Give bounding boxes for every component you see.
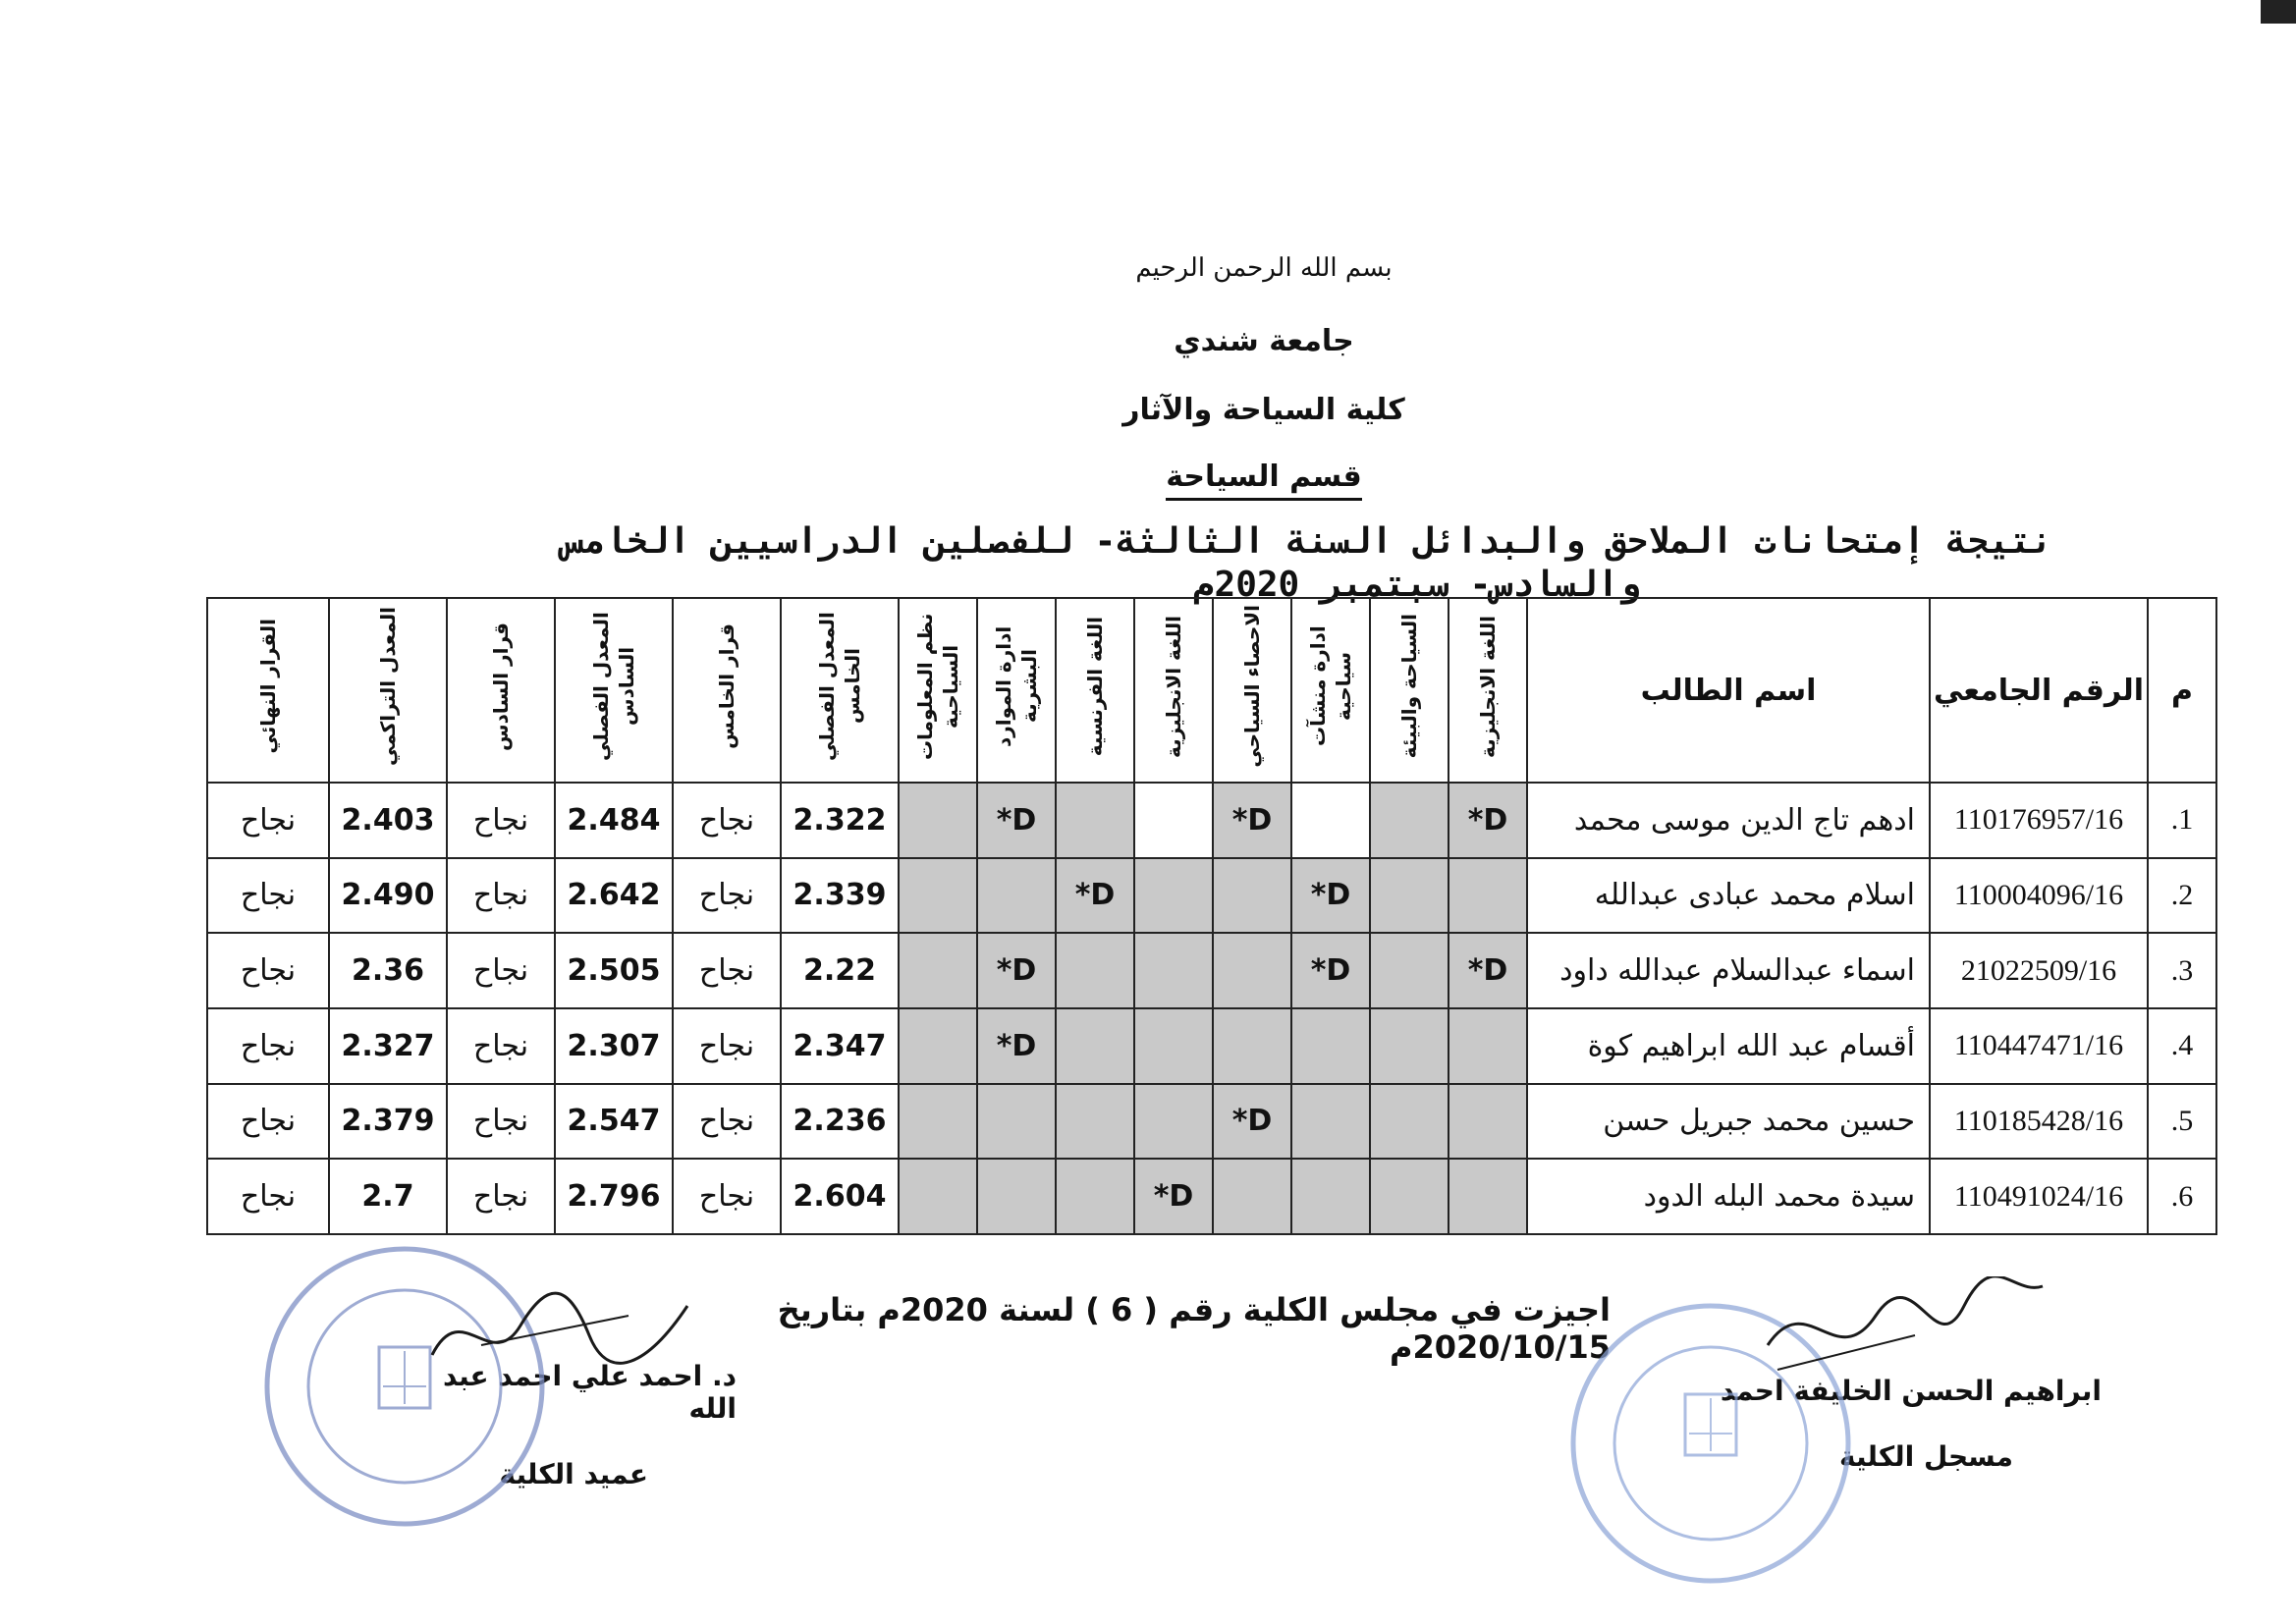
semester6-decision: نجاح bbox=[447, 1159, 555, 1234]
student-id: 110491024/16 bbox=[1930, 1159, 2148, 1234]
course-grade-cell bbox=[1213, 933, 1291, 1008]
course-grade-cell bbox=[1370, 1084, 1449, 1160]
table-row bbox=[207, 1159, 2216, 1234]
col-cgpa-header bbox=[329, 598, 447, 783]
semester6-gpa: 2.505 bbox=[555, 933, 673, 1008]
col-gpa5-header bbox=[781, 598, 899, 783]
final-decision: نجاح bbox=[207, 858, 329, 934]
col-dec5-label: قرار الخامس bbox=[715, 623, 738, 749]
course-grade-cell: D* bbox=[977, 933, 1056, 1008]
table-row bbox=[207, 783, 2216, 858]
final-decision: نجاح bbox=[207, 1084, 329, 1160]
row-index: 6. bbox=[2148, 1159, 2216, 1234]
exam-title-line2: والسادس- سبتمبر 2020م bbox=[1192, 565, 1640, 605]
col-course-header bbox=[1291, 598, 1370, 783]
course-grade-cell: D* bbox=[1056, 858, 1134, 934]
course-grade-cell: D* bbox=[1449, 783, 1527, 858]
col-course-label: اللغة الانجليزية bbox=[1162, 615, 1185, 758]
course-grade-cell bbox=[899, 783, 977, 858]
course-grade-cell bbox=[977, 858, 1056, 934]
col-course-label: ادارة منشآت سياحية bbox=[1306, 625, 1355, 747]
course-grade-cell bbox=[1291, 783, 1370, 858]
course-grade-cell bbox=[1449, 1084, 1527, 1160]
dean-title: عميد الكلية bbox=[499, 1458, 648, 1490]
semester5-decision: نجاح bbox=[673, 933, 781, 1008]
student-id: 110447471/16 bbox=[1930, 1008, 2148, 1084]
registrar-handwritten-signature bbox=[1758, 1276, 2052, 1394]
course-grade-cell bbox=[1213, 1008, 1291, 1084]
semester5-gpa: 2.347 bbox=[781, 1008, 899, 1084]
department-name bbox=[116, 460, 2296, 494]
final-decision: نجاح bbox=[207, 783, 329, 858]
course-grade-cell bbox=[977, 1084, 1056, 1160]
semester6-decision: نجاح bbox=[447, 783, 555, 858]
department-label: قسم السياحة bbox=[1166, 460, 1362, 501]
col-course-label: ادارة الموارد البشرية bbox=[992, 625, 1041, 747]
course-grade-cell bbox=[1134, 1084, 1213, 1160]
student-name: اسماء عبدالسلام عبدالله داود bbox=[1527, 933, 1930, 1008]
course-grade-cell bbox=[899, 1008, 977, 1084]
student-name: ادهم تاج الدين موسى محمد bbox=[1527, 783, 1930, 858]
col-course-header bbox=[1370, 598, 1449, 783]
table-row bbox=[207, 1084, 2216, 1160]
course-grade-cell bbox=[1213, 858, 1291, 934]
row-index: 2. bbox=[2148, 858, 2216, 934]
final-decision: نجاح bbox=[207, 933, 329, 1008]
course-grade-cell bbox=[899, 858, 977, 934]
course-grade-cell bbox=[1056, 1008, 1134, 1084]
course-grade-cell: D* bbox=[1291, 933, 1370, 1008]
student-name: أقسام عبد الله ابراهيم كوة bbox=[1527, 1008, 1930, 1084]
course-grade-cell bbox=[1449, 1159, 1527, 1234]
student-id: 110185428/16 bbox=[1930, 1084, 2148, 1160]
row-index: 3. bbox=[2148, 933, 2216, 1008]
col-course-label: الاحصاء السياحي bbox=[1240, 605, 1264, 768]
col-course-header bbox=[1213, 598, 1291, 783]
col-gpa6-header bbox=[555, 598, 673, 783]
col-dec6-label: قرار السادس bbox=[489, 622, 513, 751]
semester5-gpa: 2.604 bbox=[781, 1159, 899, 1234]
course-grade-cell: D* bbox=[1291, 858, 1370, 934]
semester5-gpa: 2.322 bbox=[781, 783, 899, 858]
semester6-decision: نجاح bbox=[447, 1084, 555, 1160]
results-table bbox=[206, 597, 2217, 1235]
col-course-header bbox=[1449, 598, 1527, 783]
cumulative-gpa: 2.36 bbox=[329, 933, 447, 1008]
semester6-decision: نجاح bbox=[447, 1008, 555, 1084]
course-grade-cell bbox=[1449, 1008, 1527, 1084]
course-grade-cell: D* bbox=[1213, 1084, 1291, 1160]
semester6-decision: نجاح bbox=[447, 933, 555, 1008]
col-name-header: اسم الطالب bbox=[1527, 598, 1930, 783]
course-grade-cell bbox=[1370, 783, 1449, 858]
col-final-header bbox=[207, 598, 329, 783]
course-grade-cell: D* bbox=[1134, 1159, 1213, 1234]
student-name: حسين محمد جبريل حسن bbox=[1527, 1084, 1930, 1160]
exam-title bbox=[393, 520, 2052, 607]
semester5-decision: نجاح bbox=[673, 1084, 781, 1160]
course-grade-cell bbox=[899, 1159, 977, 1234]
course-grade-cell bbox=[1449, 858, 1527, 934]
col-course-header bbox=[977, 598, 1056, 783]
course-grade-cell: D* bbox=[1213, 783, 1291, 858]
row-index: 4. bbox=[2148, 1008, 2216, 1084]
cumulative-gpa: 2.327 bbox=[329, 1008, 447, 1084]
table-row bbox=[207, 858, 2216, 934]
col-gpa5-label: المعدل الفصلي الخامس bbox=[815, 612, 864, 761]
college-name: كلية السياحة والآثار bbox=[1122, 393, 1405, 427]
semester6-decision: نجاح bbox=[447, 858, 555, 934]
course-grade-cell bbox=[1056, 783, 1134, 858]
col-course-header bbox=[1056, 598, 1134, 783]
student-id: 21022509/16 bbox=[1930, 933, 2148, 1008]
course-grade-cell bbox=[899, 1084, 977, 1160]
course-grade-cell bbox=[1056, 1084, 1134, 1160]
course-grade-cell: D* bbox=[977, 783, 1056, 858]
course-grade-cell: D* bbox=[1449, 933, 1527, 1008]
row-index: 5. bbox=[2148, 1084, 2216, 1160]
registrar-title: مسجل الكلية bbox=[1839, 1440, 2013, 1473]
semester6-gpa: 2.547 bbox=[555, 1084, 673, 1160]
cumulative-gpa: 2.403 bbox=[329, 783, 447, 858]
semester5-decision: نجاح bbox=[673, 783, 781, 858]
basmala: بسم الله الرحمن الرحيم bbox=[1135, 253, 1393, 283]
course-grade-cell bbox=[1213, 1159, 1291, 1234]
course-grade-cell bbox=[1134, 858, 1213, 934]
col-uid-header: الرقم الجامعي bbox=[1930, 598, 2148, 783]
final-decision: نجاح bbox=[207, 1159, 329, 1234]
student-id: 110176957/16 bbox=[1930, 783, 2148, 858]
course-grade-cell bbox=[1370, 1159, 1449, 1234]
course-grade-cell bbox=[977, 1159, 1056, 1234]
col-cgpa-label: المعدل التراكمي bbox=[376, 606, 400, 767]
university-name: جامعة شندي bbox=[1174, 324, 1354, 358]
semester6-gpa: 2.642 bbox=[555, 858, 673, 934]
scan-corner-mark bbox=[2261, 0, 2296, 24]
cumulative-gpa: 2.7 bbox=[329, 1159, 447, 1234]
dean-name: د. احمد علي احمد عبد الله bbox=[442, 1360, 737, 1425]
row-index: 1. bbox=[2148, 783, 2216, 858]
course-grade-cell bbox=[1370, 933, 1449, 1008]
course-grade-cell: D* bbox=[977, 1008, 1056, 1084]
table-body bbox=[207, 783, 2216, 1234]
semester6-gpa: 2.484 bbox=[555, 783, 673, 858]
final-decision: نجاح bbox=[207, 1008, 329, 1084]
student-id: 110004096/16 bbox=[1930, 858, 2148, 934]
approval-statement: اجيزت في مجلس الكلية رقم ( 6 ) لسنة 2020م بتاريخ 2020/10/15م bbox=[777, 1291, 1611, 1366]
exam-title-line1: نتيجة إمتحانات الملاحق والبدائل السنة الثالثة- للفصلين الدراسيين الخامس bbox=[562, 521, 2052, 562]
col-course-header bbox=[1134, 598, 1213, 783]
course-grade-cell bbox=[899, 933, 977, 1008]
table-row bbox=[207, 933, 2216, 1008]
course-grade-cell bbox=[1370, 858, 1449, 934]
course-grade-cell bbox=[1291, 1084, 1370, 1160]
col-gpa6-label: المعدل الفصلي السادس bbox=[589, 612, 638, 761]
semester5-gpa: 2.236 bbox=[781, 1084, 899, 1160]
table-header-row bbox=[207, 598, 2216, 783]
cumulative-gpa: 2.379 bbox=[329, 1084, 447, 1160]
course-grade-cell bbox=[1134, 933, 1213, 1008]
col-course-label: اللغة الفرنسية bbox=[1083, 616, 1107, 757]
col-course-header bbox=[899, 598, 977, 783]
col-index-header: م bbox=[2148, 598, 2216, 783]
col-dec5-header bbox=[673, 598, 781, 783]
semester6-gpa: 2.796 bbox=[555, 1159, 673, 1234]
course-grade-cell bbox=[1056, 933, 1134, 1008]
dean-handwritten-signature bbox=[422, 1276, 697, 1384]
course-grade-cell bbox=[1370, 1008, 1449, 1084]
course-grade-cell bbox=[1134, 783, 1213, 858]
student-name: اسلام محمد عبادى عبدالله bbox=[1527, 858, 1930, 934]
semester5-gpa: 2.339 bbox=[781, 858, 899, 934]
registrar-name: ابراهيم الحسن الخليفة احمد bbox=[1720, 1375, 2102, 1407]
course-grade-cell bbox=[1056, 1159, 1134, 1234]
semester5-decision: نجاح bbox=[673, 858, 781, 934]
col-course-label: اللغة الانجليزية bbox=[1476, 615, 1500, 758]
col-dec6-header bbox=[447, 598, 555, 783]
col-course-label: نظم المعلومات السياحية bbox=[913, 613, 962, 760]
course-grade-cell bbox=[1291, 1008, 1370, 1084]
col-course-label: السياحة والبيئة bbox=[1397, 614, 1421, 759]
semester6-gpa: 2.307 bbox=[555, 1008, 673, 1084]
student-name: سيدة محمد البله الدود bbox=[1527, 1159, 1930, 1234]
cumulative-gpa: 2.490 bbox=[329, 858, 447, 934]
semester5-decision: نجاح bbox=[673, 1159, 781, 1234]
col-final-label: القرار النهائي bbox=[256, 619, 280, 754]
course-grade-cell bbox=[1291, 1159, 1370, 1234]
table-row bbox=[207, 1008, 2216, 1084]
semester5-gpa: 2.22 bbox=[781, 933, 899, 1008]
semester5-decision: نجاح bbox=[673, 1008, 781, 1084]
course-grade-cell bbox=[1134, 1008, 1213, 1084]
